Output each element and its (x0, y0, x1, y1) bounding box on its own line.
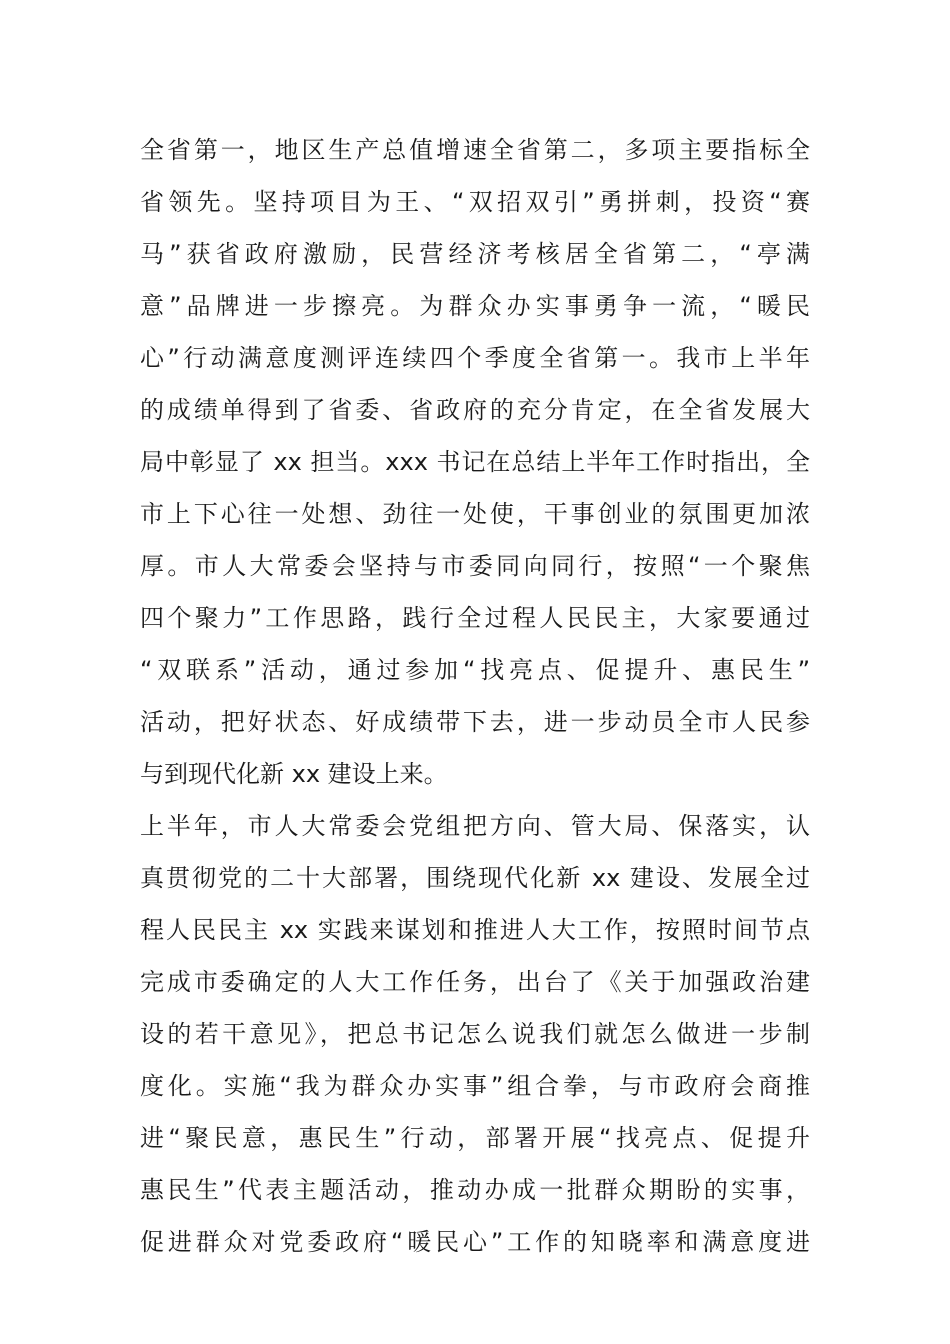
text-line: “双联系”活动，通过参加“找亮点、促提升、惠民生” (140, 656, 810, 684)
text-line: 惠民生”代表主题活动，推动办成一批群众期盼的实事， (140, 1176, 810, 1204)
text-line: 马”获省政府激励，民营经济考核居全省第二，“亭满 (140, 240, 810, 268)
text-line: 上半年，市人大常委会党组把方向、管大局、保落实，认 (140, 812, 810, 840)
text-line: 程人民民主 xx 实践来谋划和推进人大工作，按照时间节点 (140, 916, 810, 944)
text-line: 四个聚力”工作思路，践行全过程人民民主，大家要通过 (140, 604, 810, 632)
text-line: 完成市委确定的人大工作任务，出台了《关于加强政治建 (140, 968, 810, 996)
text-line: 进“聚民意，惠民生”行动，部署开展“找亮点、促提升 (140, 1124, 810, 1152)
text-line: 局中彰显了 xx 担当。xxx 书记在总结上半年工作时指出，全 (140, 448, 810, 476)
text-line: 市上下心往一处想、劲往一处使，干事创业的氛围更加浓 (140, 500, 810, 528)
text-line: 省领先。坚持项目为王、“双招双引”勇拼刺，投资“赛 (140, 188, 810, 216)
text-line: 与到现代化新 xx 建设上来。 (140, 760, 448, 788)
text-line: 设的若干意见》，把总书记怎么说我们就怎么做进一步制 (140, 1020, 810, 1048)
text-line: 度化。实施“我为群众办实事”组合拳，与市政府会商推 (140, 1072, 810, 1100)
text-line: 的成绩单得到了省委、省政府的充分肯定，在全省发展大 (140, 396, 810, 424)
text-line: 全省第一，地区生产总值增速全省第二，多项主要指标全 (140, 136, 810, 164)
text-line: 厚。市人大常委会坚持与市委同向同行，按照“一个聚焦 (140, 552, 810, 580)
text-line: 心”行动满意度测评连续四个季度全省第一。我市上半年 (140, 344, 810, 372)
text-line: 活动，把好状态、好成绩带下去，进一步动员全市人民参 (140, 708, 810, 736)
paragraph-2 (140, 800, 810, 1268)
text-line: 真贯彻党的二十大部署，围绕现代化新 xx 建设、发展全过 (140, 864, 810, 892)
paragraph-1 (140, 124, 810, 800)
text-line: 促进群众对党委政府“暖民心”工作的知晓率和满意度进 (140, 1228, 810, 1256)
text-line: 意”品牌进一步擦亮。为群众办实事勇争一流，“暖民 (140, 292, 810, 320)
